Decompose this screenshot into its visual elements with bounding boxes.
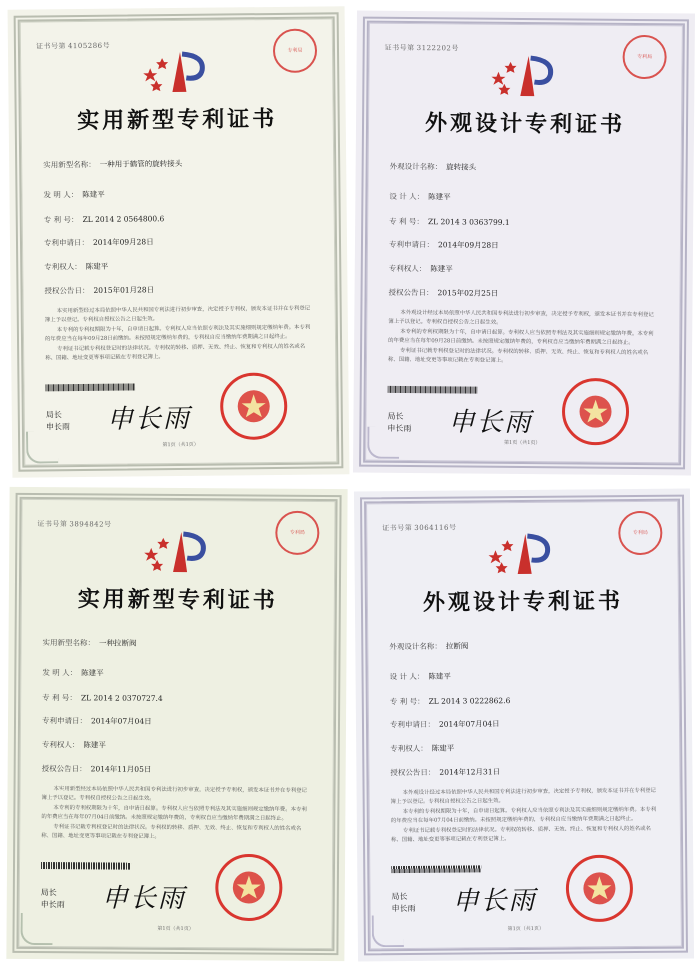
barcode xyxy=(45,383,135,391)
official-red-seal-icon xyxy=(561,377,630,446)
inventor-field: 发 明 人： 陈建平 xyxy=(43,189,105,200)
certificate-number: 证书号第 3122202号 xyxy=(384,43,459,53)
patent-certificate-2 xyxy=(353,11,695,476)
director-signature: 申长雨 xyxy=(452,885,537,917)
patent-office-logo-icon xyxy=(487,530,557,577)
corner-seal: 专利局 xyxy=(622,35,666,79)
director-block: 局长 申长雨 xyxy=(387,411,412,434)
director-block: 局长 申长雨 xyxy=(40,888,65,910)
barcode xyxy=(391,865,481,873)
certificate-title: 实用新型专利证书 xyxy=(77,586,278,614)
certificate-body-text: 本外观设计经过本局依照中华人民共和国专利法进行初步审查，决定授予专利权，颁发本证书并在专利登记簿上予以登记。专利权自授权公告之日起生效。 本专利的专利权期限为十年，自申请日起算。专利权人应当依照专利法及其实施细则规定缴纳年费。本专利的年费应当在每年09月28日前缴纳。未按照规定缴纳年费的，专利权自应当缴纳年费期满之日起终止。 专利证书记载专利权登记时的法律状况。专利权的转移、质押、无效、终止、恢复和专利权人的姓名或名称、国籍、地址变更等事项记载在专利登记簿上。 xyxy=(387,309,654,364)
page-number: 第1页（共1页） xyxy=(507,925,544,933)
corner-seal: 专利局 xyxy=(618,511,662,555)
grant-date-field: 授权公告日： 2015年01月28日 xyxy=(44,285,155,296)
page-number: 第1页（共1页） xyxy=(504,439,541,447)
grant-date-field: 授权公告日： 2015年02月25日 xyxy=(388,287,499,298)
corner-seal: 专利局 xyxy=(273,29,317,73)
official-red-seal-icon xyxy=(219,372,288,441)
patent-certificate-1 xyxy=(8,6,350,478)
filing-date-field: 专利申请日： 2014年07月04日 xyxy=(389,719,500,730)
barcode xyxy=(388,386,478,394)
patent-office-logo-icon xyxy=(143,528,213,574)
design-name-field: 外观设计名称： 拉断阀 xyxy=(389,641,469,652)
grant-date-field: 授权公告日： 2014年11月05日 xyxy=(41,764,152,774)
patent-number-field: 专 利 号： ZL 2014 3 0222862.6 xyxy=(389,696,511,707)
certificate-number: 证书号第 4105286号 xyxy=(35,41,111,51)
patent-number-field: 专 利 号： ZL 2014 2 0564800.6 xyxy=(43,214,165,225)
certificate-number: 证书号第 3894842号 xyxy=(37,520,112,529)
official-red-seal-icon xyxy=(565,854,634,923)
patent-office-logo-icon xyxy=(141,48,211,95)
certificate-title: 外观设计专利证书 xyxy=(422,588,624,616)
patent-holder-field: 专利权人： 陈建平 xyxy=(41,740,106,750)
corner-seal: 专利局 xyxy=(275,511,319,555)
certificate-title: 外观设计专利证书 xyxy=(424,110,626,138)
official-red-seal-icon xyxy=(215,853,283,921)
design-name-field: 实用新型名称： 一种用于鹤管的旋转接头 xyxy=(43,158,183,170)
patent-holder-field: 专利权人： 陈建平 xyxy=(44,261,109,272)
certificate-title: 实用新型专利证书 xyxy=(77,105,278,135)
design-name-field: 实用新型名称： 一种拉断阀 xyxy=(42,638,137,648)
inventor-field: 设 计 人： 陈建平 xyxy=(389,671,451,682)
director-signature: 申长雨 xyxy=(101,883,186,915)
director-block: 局长 申长雨 xyxy=(391,892,416,914)
patent-number-field: 专 利 号： ZL 2014 3 0363799.1 xyxy=(389,216,510,227)
patent-holder-field: 专利权人： 陈建平 xyxy=(390,743,455,754)
patent-certificate-3 xyxy=(6,487,347,961)
patent-number-field: 专 利 号： ZL 2014 2 0370727.4 xyxy=(42,693,163,703)
filing-date-field: 专利申请日： 2014年07月04日 xyxy=(41,716,152,726)
inventor-field: 发 明 人： 陈建平 xyxy=(42,668,104,678)
grant-date-field: 授权公告日： 2014年12月31日 xyxy=(390,767,501,778)
patent-certificate-4 xyxy=(354,489,694,962)
filing-date-field: 专利申请日： 2014年09月28日 xyxy=(43,237,154,248)
barcode xyxy=(41,862,131,870)
design-name-field: 外观设计名称： 旋转接头 xyxy=(389,161,477,172)
page-number: 第1页（共1页） xyxy=(157,925,194,933)
filing-date-field: 专利申请日： 2014年09月28日 xyxy=(388,239,499,250)
inventor-field: 设 计 人： 陈建平 xyxy=(389,191,451,202)
page-number: 第1页（共1页） xyxy=(162,441,199,449)
certificate-body-text: 本实用新型经过本局依照中华人民共和国专利法进行初步审查，决定授予专利权，颁发本证书并在专利登记簿上予以登记。专利权自授权公告之日起生效。 本专利的专利权期限为十年，自申请日起算。专利权人应当依照专利法及其实施细则规定缴纳年费。本专利的年费应当在每年09月28日前缴纳。未按照规定缴纳年费的，专利权自应当缴纳年费期满之日起终止。 专利证书记载专利权登记时的法律状况。专利权的转移、质押、无效、终止、恢复和专利权人的姓名或名称、国籍、地址变更等事项记载在专利登记簿上。 xyxy=(44,305,311,361)
certificate-number: 证书号第 3064116号 xyxy=(382,523,457,533)
patent-holder-field: 专利权人： 陈建平 xyxy=(388,263,453,274)
certificate-body-text: 本外观设计经过本局依照中华人民共和国专利法进行初步审查，决定授予专利权，颁发本证书并在专利登记簿上予以登记。专利权自授权公告之日起生效。 本专利的专利权期限为十年，自申请日起算。专利权人应当依照专利法及其实施细则规定缴纳年费。本专利的年费应当在每年07月04日前缴纳。未按照规定缴纳年费的，专利权自应当缴纳年费期满之日起终止。 专利证书记载专利权登记时的法律状况。专利权的转移、质押、无效、终止、恢复和专利权人的姓名或名称、国籍、地址变更等事项记载在专利登记簿上。 xyxy=(390,787,657,843)
certificate-body-text: 本实用新型经过本局依照中华人民共和国专利法进行初步审查，决定授予专利权，颁发本证书并在专利登记簿上予以登记。专利权自授权公告之日起生效。 本专利的专利权期限为十年，自申请日起算。专利权人应当依照专利法及其实施细则规定缴纳年费。本专利的年费应当在每年07月04日前缴纳。未按照规定缴纳年费的，专利权自应当缴纳年费期满之日起终止。 专利证书记载专利权登记时的法律状况。专利权的转移、质押、无效、终止、恢复和专利权人的姓名或名称、国籍、地址变更等事项记载在专利登记簿上。 xyxy=(41,786,307,840)
director-signature: 申长雨 xyxy=(448,407,533,439)
patent-office-logo-icon xyxy=(490,52,560,99)
director-block: 局长 申长雨 xyxy=(45,410,70,432)
director-signature: 申长雨 xyxy=(106,403,192,435)
